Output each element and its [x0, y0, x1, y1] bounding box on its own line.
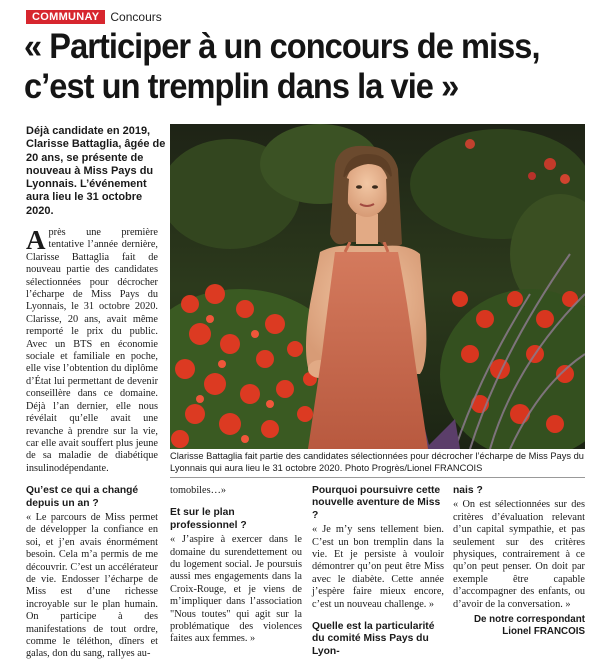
caption-divider: [170, 477, 585, 478]
drop-cap: A: [26, 225, 46, 255]
answer-paragraph: « On est sélectionnées sur des critères d’évaluation relevant d’un capital sympathie, et pas seulement sur des critères physiques, contrairement à ce qu’on peut penser. On doit par exemple être capable d’accompagner des enfants, ou d’avoir de la conversation. »: [453, 499, 585, 610]
answer-paragraph: « Je m’y sens tellement bien. C’est un bon tremplin dans la vie. Et je persiste à vouloir démontrer qu’on peut être Miss avec le diabète. Cette année j’espère faire mieux encore, c’est un nouveau challenge. »: [312, 524, 444, 610]
intro-paragraph: [26, 227, 158, 475]
intro-text: près une première tentative l’année dernière, Clarisse Battaglia fait de nouveau partie des candidates sélectionnées pour décrocher l’écharpe de Miss Pays du Lyonnais, le 31 octobre 2020. Clarisse, 20 ans, avait même remporté le prix du public. Avec un BTS en économie sociale et familiale en poche, elle vise l’obtention du diplôme d’État lui permettant de devenir conseillère dans ce domaine. Déjà l’an dernier, elle nous révélait qu’elle avait une revanche à prendre sur la vie, car elle avait souffert plus jeune de sa maladie de diabétique insulinodépendante.: [26, 227, 158, 474]
answer-paragraph: « Le parcours de Miss permet de développer la confiance en soi, et j’en avais énormément besoin. Cela m’a permis de me découvrir. C’est un accélérateur de vie. Endosser l’écharpe de Miss est d’une richesse incroyable sur le plan humain. On participe à des manifestations de tout ordre, comme le téléthon, dîners et galas, don du sang, rallyes au-: [26, 511, 158, 660]
portrait-photo-illustration: [170, 124, 585, 449]
location-tag: COMMUNAY: [26, 10, 105, 24]
headline-line-2: c’est un tremplin dans la vie »: [24, 67, 459, 106]
photo-caption: [170, 451, 585, 475]
byline-author: Lionel FRANCOIS: [502, 626, 585, 638]
kicker: [26, 10, 162, 24]
article-column-4: [453, 485, 585, 638]
question-heading: nais ?: [453, 485, 483, 496]
question-heading: Et sur le plan professionnel ?: [170, 507, 247, 531]
answer-paragraph: « J’aspire à exercer dans le domaine du surendettement ou du logement social. Je poursuis aussi mes engagements dans la Croix-Rouge, et je viens de m’impliquer dans l’association "Nous toutes" qui agit sur la problématique des violences faites aux femmes. »: [170, 534, 302, 645]
question-heading: Pourquoi poursuivre cette nouvelle aventure de Miss ?: [312, 485, 441, 521]
question-heading: Qu’est ce qui a changé depuis un an ?: [26, 485, 139, 509]
caption-text: Clarisse Battaglia fait partie des candidates sélectionnées pour décrocher l’écharpe de Miss Pays du Lyonnais qui aura lieu le 31 octobre 2020.: [170, 451, 584, 473]
byline: [453, 614, 585, 638]
article-column-2: [170, 485, 302, 646]
lead-paragraph: Déjà candidate en 2019, Clarisse Battaglia, âgée de 20 ans, se présente de nouveau à Miss Pays du Lyonnais. L’événement aura lieu le 31 octobre 2020.: [26, 125, 166, 217]
byline-role: De notre correspondant: [473, 614, 585, 626]
headline: [24, 27, 549, 107]
headline-line-1: « Participer à un concours de miss,: [24, 27, 540, 66]
article-column-3: [312, 485, 444, 660]
continuation-text: tomobiles…»: [170, 485, 227, 496]
rubric-label: Concours: [110, 10, 162, 24]
article-column-1: [26, 227, 158, 661]
photo-credit: Photo Progrès/Lionel FRANCOIS: [344, 462, 483, 473]
article-photo: [170, 124, 585, 449]
question-heading: Quelle est la particularité du comité Miss Pays du Lyon-: [312, 621, 435, 657]
